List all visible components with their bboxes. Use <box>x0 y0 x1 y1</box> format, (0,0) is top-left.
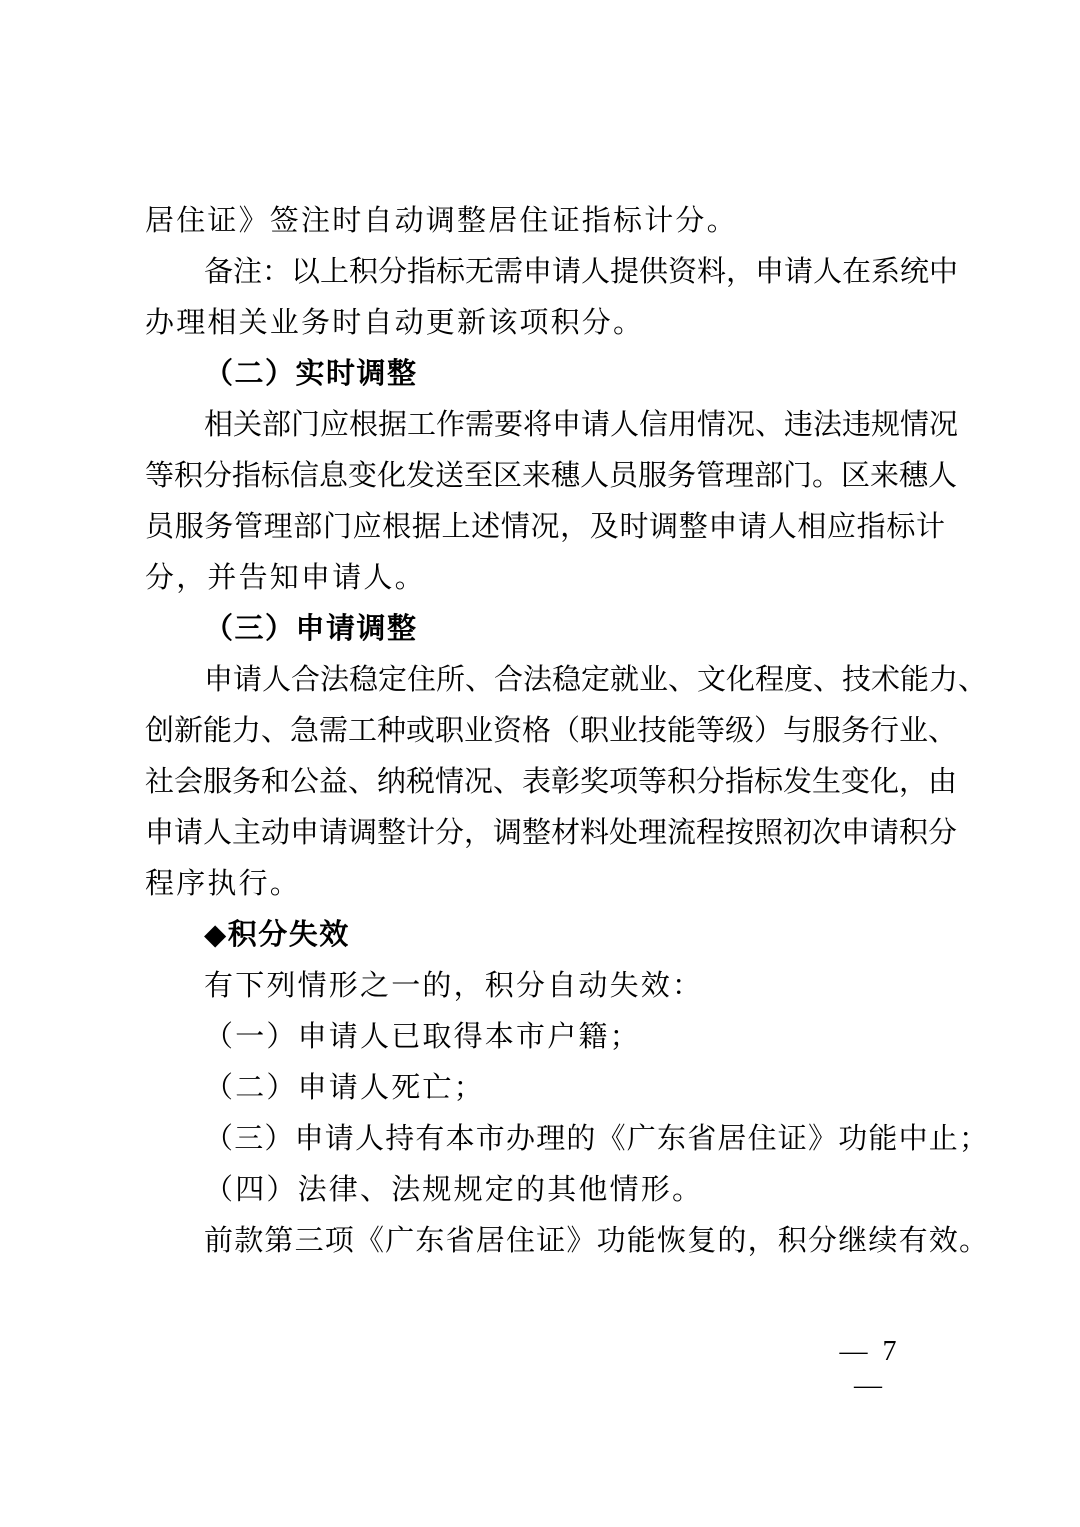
paragraph-line: 备注：以上积分指标无需申请人提供资料，申请人在系统中 <box>204 254 959 288</box>
section-heading: （三）申请调整 <box>204 611 418 645</box>
paragraph-line: 创新能力、急需工种或职业资格（职业技能等级）与服务行业、 <box>145 713 958 747</box>
section-heading: （二）实时调整 <box>204 356 418 390</box>
paragraph-line: 办理相关业务时自动更新该项积分。 <box>145 305 645 339</box>
list-item: （四）法律、法规规定的其他情形。 <box>204 1172 704 1206</box>
list-item: （三）申请人持有本市办理的《广东省居住证》功能中止； <box>204 1121 990 1155</box>
page-number: — 7 — <box>839 1336 901 1401</box>
list-item: （二）申请人死亡； <box>204 1070 485 1104</box>
paragraph-line: 社会服务和公益、纳税情况、表彰奖项等积分指标发生变化，由 <box>145 764 958 798</box>
list-item: （一）申请人已取得本市户籍； <box>204 1019 641 1053</box>
paragraph-line: 申请人主动申请调整计分，调整材料处理流程按照初次申请积分 <box>145 815 958 849</box>
document-body <box>145 195 990 1266</box>
section-heading: ◆积分失效 <box>204 917 350 951</box>
paragraph-line: 有下列情形之一的，积分自动失效： <box>204 968 704 1002</box>
paragraph-line: 等积分指标信息变化发送至区来穗人员服务管理部门。区来穗人 <box>145 458 958 492</box>
paragraph-line: 申请人合法稳定住所、合法稳定就业、文化程度、技术能力、 <box>204 662 988 696</box>
paragraph-line: 员服务管理部门应根据上述情况，及时调整申请人相应指标计 <box>145 509 945 543</box>
paragraph-line: 程序执行。 <box>145 866 302 900</box>
paragraph-line: 相关部门应根据工作需要将申请人信用情况、违法违规情况 <box>204 407 959 441</box>
paragraph-line: 前款第三项《广东省居住证》功能恢复的，积分继续有效。 <box>204 1223 990 1257</box>
paragraph-line: 分，并告知申请人。 <box>145 560 426 594</box>
paragraph-line: 居住证》签注时自动调整居住证指标计分。 <box>145 203 738 237</box>
